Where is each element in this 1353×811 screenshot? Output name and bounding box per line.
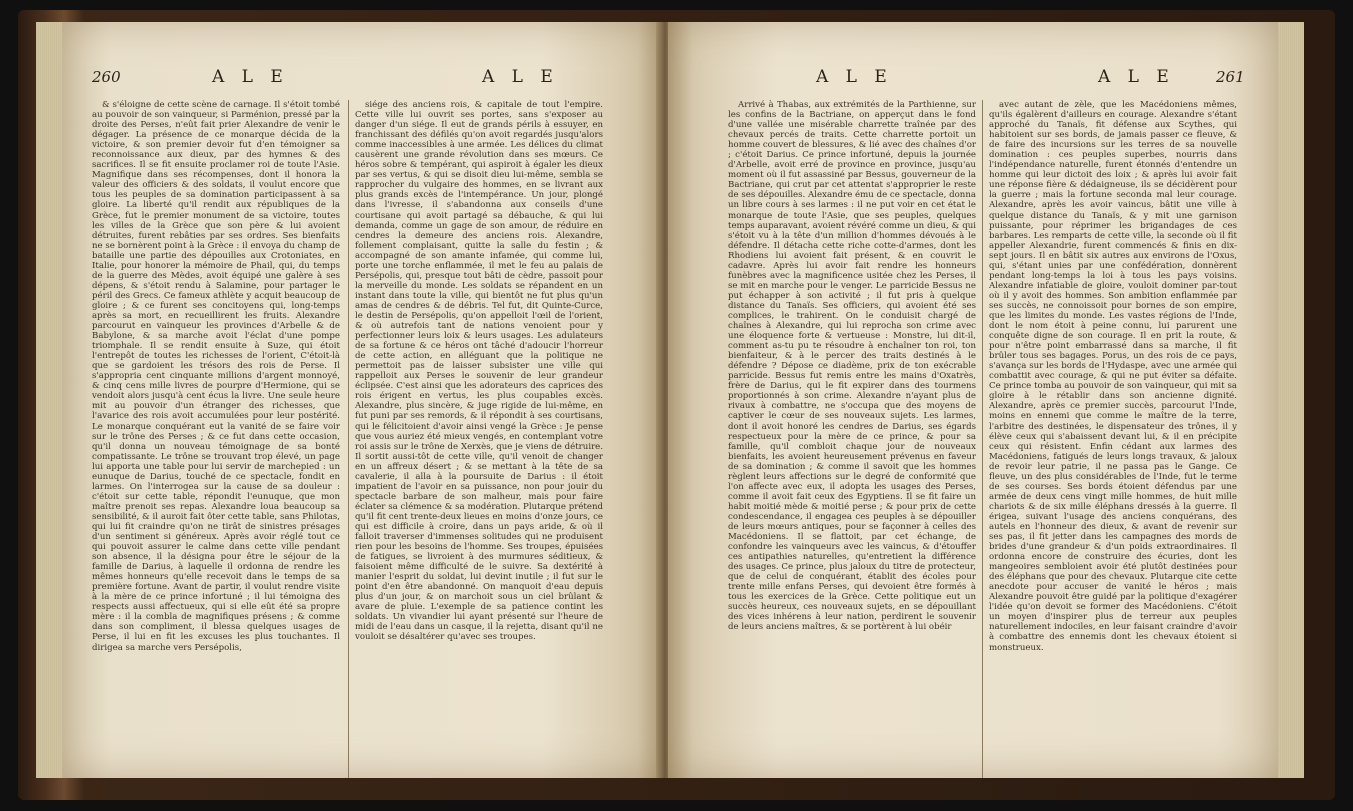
left-header-left: A L E (212, 67, 289, 87)
right-column-2: avec autant de zèle, que les Macédoniens mêmes, qu'ils égalèrent d'ailleurs en courage. Alexandre s'étant approché du Tanaïs, fit défense aux Scythes, qui habitoient sur ses bords, de jamais passer ce fleuve, & de faire des incursions sur les terres de sa nouvelle domination : ces peuples superbes, nourris dans l'indépendance naturelle, furent étonnés d'entendre un homme qui leur dictoit des loix ; & après lui avoir fait une réponse fière & dédaigneuse, ils se décidèrent pour la guerre ; mais la fortune seconda mal leur courage. Alexandre, après les avoir vaincus, bâtit une ville à quelque distance du Tanaïs, & y mit une garnison puissante, pour réprimer les brigandages de ces barbares. Les remparts de cette ville, la seconde où il fit appeller Alexandrie, furent commencés & finis en dix-sept jours. Il en bâtit six autres aux environs de l'Oxus, qui, s'étant unies par une confédération, donnèrent pendant long-temps la loi à tous les pays voisins. Alexandre infatiable de gloire, vouloit dominer par-tout où il y avoit des hommes. Son ambition enflammée par ses succès, ne connoissoit pour bornes de son empire, que les limites du monde. Les vastes régions de l'Inde, dont le nom étoit à peine connu, lui parurent une conquête digne de son courage. Il en prit la route, & pour n'être point embarrassé dans sa marche, il fit brûler tous ses bagages. Porus, un des rois de ce pays, s'avança sur les bords de l'Hydaspe, avec une armée qui combattit avec courage, & qui ne put éviter sa défaite. Ce prince tomba au pouvoir de son vainqueur, qui mit sa gloire à le rétablir dans son ancienne dignité. Alexandre, après ce premier succès, parcourut l'Inde, moins en ennemi que comme le maître de la terre, l'arbitre des destinées, le dispensateur des trônes, il y élève ceux qui s'abaissent devant lui, & il en précipite ceux qui résistent. Enfin cédant aux larmes des Macédoniens, fatigués de leurs longs travaux, & jaloux de revoir leur patrie, il ne passa pas le Gange. Ce fleuve, un des plus considérables de l'Inde, fut le terme de ses courses. Ses bords étoient défendus par une armée de deux cens vingt mille hommes, de huit mille chariots & de six mille éléphans dressés à la guerre. Il érigea, suivant l'usage des anciens conquérans, des autels en l'honneur des dieux, & avant de revenir sur ses pas, il fit jetter dans les campagnes des mords de brides d'une grandeur & d'un poids extraordinaires. Il ordonna encore de construire des écuries, dont les mangeoires sembloient avoir été plutôt destinées pour des éléphans que pour des chevaux. Plutarque cite cette anecdote pour accuser de vanité le héros ; mais Alexandre pouvoit être guidé par la politique d'exagérer l'idée qu'on devoit se former des Macédoniens. C'étoit un moyen d'inspirer plus de terreur aux peuples naturellement indociles, en leur faisant craindre d'avoir à combattre des ennemis dont les chevaux étoient si monstrueux. (982, 100, 1237, 778)
left-page-number: 260 (92, 68, 121, 86)
left-column-1: & s'éloigne de cette scène de carnage. Il s'étoit tombé au pouvoir de son vainqueur, si Parménion, pressé par la droite des Perses, n'eût fait prier Alexandre de venir le dégager. La présence de ce monarque décida de la victoire, & son premier devoir fut d'en témoigner sa reconnoissance aux dieux, par des hymnes & des sacrifices. Il se fit ensuite proclamer roi de toute l'Asie. Magnifique dans ses récompenses, dont il honora la valeur des officiers & des soldats, il voulut encore que tous les peuples de sa domination participassent à sa gloire. La liberté qu'il rendit aux républiques de la Grèce, fut le premier monument de sa victoire, toutes les villes de la Grèce que son père & lui avoient détruites, furent rebâties par ses ordres. Ses bienfaits ne se bornèrent point à la Grèce : il envoya du champ de bataille une partie des dépouilles aux Crotoniates, en Italie, pour honorer la mémoire de Phail, qui, du temps de la guerre des Mèdes, avoit équipé une galère à ses dépens, & s'étoit rendu à Salamine, pour partager le péril des Grecs. Ce fameux athlète y acquit beaucoup de gloire ; & ce furent ses concitoyens qui, long-temps après sa mort, en recueillirent les fruits. Alexandre parcourut en vainqueur les provinces d'Arbelle & de Babylone, & sa marche avoit l'éclat d'une pompe triomphale. Il se rendit ensuite à Suze, qui étoit l'entrepôt de toutes les richesses de l'orient, C'étoit-là que se gardoient les trésors des rois de Perse. Il s'appropria cent cinquante millions d'argent monnoyé, & cinq cens mille livres de pourpre d'Hermione, qui se vendoit alors jusqu'à cent écus la livre. Une seule heure mit au pouvoir d'un étranger des richesses, que l'avarice des rois avoit accumulées pour leur postérité. Le monarque conquérant eut la vanité de se faire voir sur le trône des Perses ; & ce fut dans cette occasion, qu'il donna un nouveau témoignage de sa bonté compatissante. Le trône se trouvant trop élevé, un page lui apporta une table pour lui servir de marchepied : un eunuque de Darius, touché de ce spectacle, fondit en larmes. On l'interrogea sur la cause de sa douleur : c'étoit sur cette table, répondit l'eunuque, que mon maître prenoit ses repas. Alexandre loua beaucoup sa sensibilité, & il auroit fait ôter cette table, sans Philotas, qui lui fit craindre qu'on ne tirât de sinistres présages d'un sentiment si généreux. Après avoir réglé tout ce qui pouvoit assurer le calme dans cette ville pendant son absence, il la désigna pour être le séjour de la famille de Darius, à laquelle il ordonna de rendre les mêmes honneurs qu'elle recevoit dans le temps de sa première fortune. Avant de partir, il voulut rendre visite à la mère de ce prince infortuné ; il lui témoigna des respects aussi affectueux, qui si elle eût été sa propre mère : il la combla de magnifiques présens ; & comme dans son compliment, il blessa quelques usages de Perse, il lui en fit les excuses les plus touchantes. Il dirigea sa marche vers Persépolis, (92, 100, 340, 653)
right-header-right: A L E (1098, 67, 1175, 87)
right-page-number: 261 (1216, 68, 1245, 86)
right-header-left: A L E (816, 67, 893, 87)
right-page (668, 22, 1278, 778)
left-column-2: siége des anciens rois, & capitale de tout l'empire. Cette ville lui ouvrit ses portes, sans s'exposer au danger d'un siége. Il eut de grands périls à essuyer, en franchissant des défilés qu'on avoit regardés jusqu'alors comme inaccessibles à une armée. Les délices du climat causèrent une grande révolution dans ses mœurs. Ce héros sobre & tempérant, qui aspiroit à égaler les dieux par ses vertus, & qui se disoit dieu lui-même, sembla se rapprocher du vulgaire des hommes, en se livrant aux plus grands excès de l'intempérance. Un jour, plongé dans l'ivresse, il s'abandonna aux conseils d'une courtisane qui avoit partagé sa débauche, & qui lui demanda, comme un gage de son amour, de réduire en cendres la demeure des anciens rois. Alexandre, follement complaisant, quitte la salle du festin ; & accompagné de son amante infamée, qui comme lui, porte une torche enflammée, il met le feu au palais de Persépolis, qui, presque tout bâti de cèdre, passoit pour la merveille du monde. Les soldats se répandent en un instant dans toute la ville, qui bientôt ne fut plus qu'un amas de cendres & de débris. Tel fut, dit Quinte-Curce, le destin de Persépolis, qu'on appelloit l'œil de l'orient, & où autrefois tant de nations venoient pour y perfectionner leurs loix & leurs usages. Les adulateurs de sa fortune & ce héros ont tâché d'adoucir l'horreur de cette action, en alléguant que la politique ne permettoit pas de laisser subsister une ville qui rappelloit aux Perses le souvenir de leur grandeur éclipsée. C'est ainsi que les adorateurs des caprices des rois érigent en vertus, les plus coupables excès. Alexandre, plus sincère, & juge rigide de lui-même, en fut puni par ses remords, & il répondit à ses courtisans, qui le félicitoient d'avoir ainsi vengé la Grèce : Je pense que vous auriez été mieux vengés, en contemplant votre roi assis sur le trône de Xerxès, que je viens de détruire. Il sortit aussi-tôt de cette ville, qu'il venoit de changer en un affreux désert ; & se mettant à la tête de sa cavalerie, il alla à la poursuite de Darius : il étoit impatient de l'avoir en sa puissance, non pour jouir du spectacle barbare de son malheur, mais pour faire éclater sa clémence & sa modération. Plutarque prétend qu'il fit cent trente-deux lieues en moins d'onze jours, ce qui est difficile à croire, dans un pays aride, & où il falloit traverser d'immenses solitudes qui ne produisent rien pour les besoins de l'homme. Ses troupes, épuisées de fatigues, se livroient à des murmures séditieux, & faisoient même difficulté de le suivre. Sa dextérité à manier l'esprit du soldat, lui devint inutile ; il fut sur le point d'en être abandonné. On manquoit d'eau depuis plus d'un jour, & on marchoit sous un ciel brûlant & avare de pluie. L'exemple de sa patience contint les soldats. Un vivandier lui ayant présenté sur l'heure de midi de l'eau dans un casque, il la rejetta, disant qu'il ne vouloit se désaltérer qu'avec ses troupes. (348, 100, 603, 778)
left-page-edges (36, 22, 62, 778)
left-page (62, 22, 662, 778)
right-page-edges (1278, 22, 1304, 778)
left-header-right: A L E (482, 67, 559, 87)
right-column-1: Arrivé à Thabas, aux extrémités de la Parthienne, sur les confins de la Bactriane, on apperçut dans le fond d'une vallée une misérable charrette traînée par des chevaux percés de traits. Cette charrette portoit un homme couvert de blessures, & lié avec des chaînes d'or ; c'étoit Darius. Ce prince infortuné, depuis la journée d'Arbelle, avoit erré de province en province, jusqu'au moment où il fut assassiné par Bessus, gouverneur de la Bactriane, qui crut par cet attentat s'approprier le reste de ses dépouilles. Alexandre ému de ce spectacle, donna un libre cours à ses larmes : il ne put voir en cet état le monarque de toute l'Asie, que ses peuples, quelques temps auparavant, avoient révéré comme un dieu, & qui s'étoit vu à la tête d'un million d'hommes dévoués à le défendre. Il détacha cette riche cotte-d'armes, dont les Rhodiens lui avoient fait présent, & en couvrit le cadavre. Après lui avoir fait rendre les honneurs funèbres avec la magnificence usitée chez les Perses, il se mit en marche pour le venger. Le parricide Bessus ne put échapper à son activité ; il fut pris à quelque distance du Tanaïs. Ses officiers, qui avoient été ses complices, le trahirent. On le conduisit chargé de chaînes à Alexandre, qui lui reprocha son crime avec une éloquence forte & vertueuse : Monstre, lui dit-il, comment as-tu pu te résoudre à enchaîner ton roi, ton bienfaiteur, & à le percer des traits destinés à le défendre ? Dépose ce diadème, prix de ton exécrable parricide. Bessus fut remis entre les mains d'Oxatrès, frère de Darius, qui le fit expirer dans des tourmens proportionnés à son crime. Alexandre n'ayant plus de rivaux à combattre, ne s'occupa que des moyens de captiver le cœur de ses nouveaux sujets. Les larmes, dont il avoit honoré les cendres de Darius, ses égards respectueux pour la mère de ce prince, & pour sa famille, qu'il combloit chaque jour de nouveaux bienfaits, les avoient heureusement prévenus en faveur de sa domination ; & comme il savoit que les hommes règlent leurs affections sur le degré de conformité que l'on affecte avec eux, il adopta les usages des Perses, comme il avoit fait ceux des Egyptiens. Il se fit faire un habit moitié mède & moitié perse ; & pour prix de cette condescendance, il engagea ces peuples à se dépouiller de leurs mœurs antiques, pour se façonner à celles des Macédoniens. Il se flattoit, par cet échange, de confondre les vainqueurs avec les vaincus, & d'étouffer ces antipathies naturelles, qu'entretient la différence des usages. Ce prince, plus jaloux du titre de protecteur, que de celui de conquérant, établit des écoles pour trente mille enfans Perses, qui devoient être formés à tous les exercices de la Grèce. Cette politique eut un succès heureux, ces nouveaux sujets, en se dépouillant des vices inhérens à leur nation, perdirent le souvenir de leurs anciens maîtres, & se portèrent à lui obéir (728, 100, 976, 633)
